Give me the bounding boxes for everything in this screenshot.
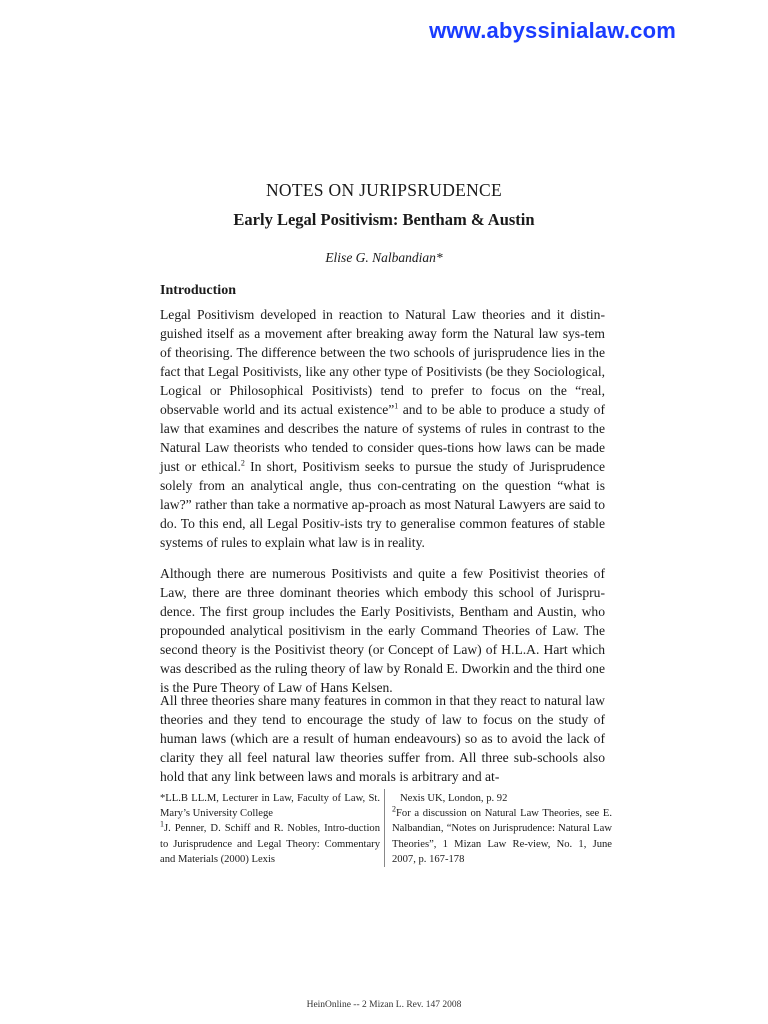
footnote-2 [392, 806, 612, 867]
watermark-link[interactable]: www.abyssinialaw.com [429, 18, 676, 43]
footnote-2-text: For a discussion on Natural Law Theories, see E. Nalbandian, “Notes on Jurisprudence: Natural Law Theories”, 1 Mizan Law Re-view, No. 1, June 2007, p. 167-178 [392, 808, 612, 865]
footnote-ref-2[interactable]: 2 [240, 458, 245, 468]
paragraph-3: All three theories share many features in common in that they react to natural law theories and they tend to encourage the study of law to focus on the study of human laws (which are a result of human endeavours) so as to avoid the lack of clarity they all feel natural law theories suffer from. All three sub-schools also hold that any link between laws and morals is arbitrary and at- [160, 693, 605, 784]
paragraph-1 [160, 305, 605, 552]
paragraph-1-part-c: In short, Positivism seeks to pursue the study of Jurisprudence solely from an analytical angle, thus con-centrating on the question “what is law?” rather than take a normative ap-proach as most Natural Lawyers are said to do. To this end, all Legal Positiv-ists try to generalise common features of stable systems of rules to explain what law is in reality. [160, 459, 606, 550]
footnote-ref-1[interactable]: 1 [394, 401, 399, 411]
paragraph-2: Although there are numerous Positivists and quite a few Positivist theories of Law, there are three dominant theories which embody this school of Jurispru-dence. The first group includes the Early Positivists, Bentham and Austin, who propounded analytical positivism in the early Command Theories of Law. The second theory is the Positivist theory (or Concept of Law) of H.L.A. Hart which was described as the ruling theory of law by Ronald E. Dworkin and the third one is the Pure Theory of Law of Hans Kelsen. [160, 566, 605, 695]
footnotes-right-column [392, 791, 612, 867]
author-name: Elise G. Nalbandian* [325, 250, 443, 265]
footnotes-left-column [160, 791, 380, 867]
footnote-1-mark: 1 [160, 819, 164, 829]
footnote-divider [384, 789, 385, 867]
paragraph-1-part-b: and to be able to produce a study of law that examines and describes the nature of systems of rules in contrast to the Natural Law theorists who tended to consider ques-tions how laws can be made just or ethical. [160, 402, 605, 474]
document-subtitle: Early Legal Positivism: Bentham & Austin [233, 210, 535, 229]
page-footer: HeinOnline -- 2 Mizan L. Rev. 147 2008 [306, 1000, 462, 1010]
footnote-1-continued: Nexis UK, London, p. 92 [400, 793, 508, 804]
footnote-star: *LL.B LL.M, Lecturer in Law, Faculty of Law, St. Mary’s University College [160, 793, 380, 820]
footnote-1 [160, 821, 380, 867]
paragraph-1-part-a: Legal Positivism developed in reaction to Natural Law theories and it distin-guished itself as a movement after breaking away form the Natural law sys-tem of theorising. The difference between the two schools of jurisprudence lies in the fact that Legal Positivists, like any other type of Positivists (be they Sociological, Logical or Philosophical Positivists) tend to prefer to focus on the “real, observable world and its actual existence” [160, 307, 605, 417]
footnote-2-mark: 2 [392, 804, 396, 814]
footnote-1-text: J. Penner, D. Schiff and R. Nobles, Intro-duction to Jurisprudence and Legal Theory: Commentary and Materials (2000) Lexis [160, 823, 380, 865]
section-heading-introduction: Introduction [160, 283, 236, 298]
document-title: NOTES ON JURIPSRUDENCE [265, 180, 503, 200]
